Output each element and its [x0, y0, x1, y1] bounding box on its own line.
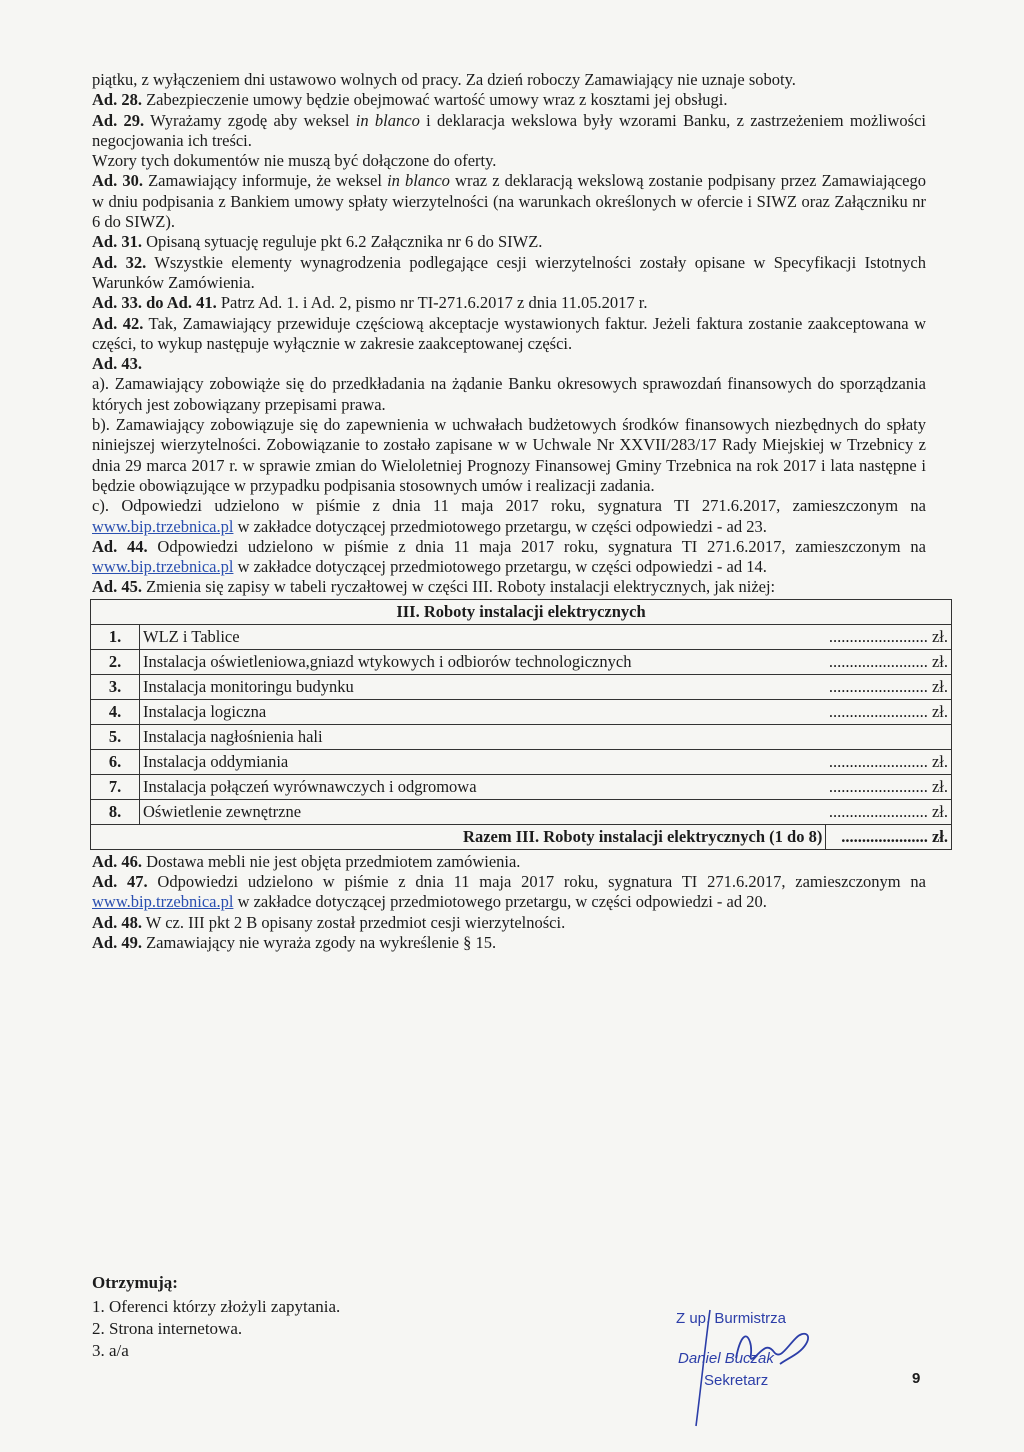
row-price: ........................ zł.: [826, 774, 952, 799]
row-name: Instalacja oświetleniowa,gniazd wtykowych i odbiorów technologicznych: [140, 649, 826, 674]
row-name: Instalacja nagłośnienia hali: [140, 724, 826, 749]
recipient-item: 2. Strona internetowa.: [92, 1319, 243, 1338]
document-body: [92, 70, 948, 953]
paragraph: [92, 913, 926, 933]
recipient-item: 3. a/a: [92, 1341, 129, 1360]
paragraph-text: Wszystkie elementy wynagrodzenia podlegające cesji wierzytelności zostały opisane w Specyfikacji Istotnych Warunków Zamówienia.: [92, 252, 926, 292]
paragraph-label: Ad. 43.: [92, 354, 142, 374]
paragraph: [92, 70, 926, 90]
paragraph-text: Zamawiający nie wyraża zgody na wykreślenie § 15.: [141, 932, 497, 952]
italic-text: in blanco: [355, 110, 420, 130]
paragraph-text: Opisaną sytuację reguluje pkt 6.2 Załącznika nr 6 do SIWZ.: [141, 232, 543, 252]
paragraph-label: Ad. 44.: [92, 536, 148, 556]
paragraph: [92, 496, 926, 537]
total-price: ..................... zł.: [826, 824, 952, 849]
paragraph: [92, 415, 926, 496]
paragraph: [92, 171, 926, 232]
paragraph-text: Wzory tych dokumentów nie muszą być dołączone do oferty.: [92, 151, 497, 171]
row-number: 2.: [91, 649, 140, 674]
paragraph-text: Tak, Zamawiający przewiduje częściową akceptacje wystawionych faktur. Jeżeli faktura zostanie zaakceptowana w części, to wykup następuje wyłącznie w zakresie zaakceptowanej części.: [92, 313, 926, 353]
row-price: ........................ zł.: [826, 674, 952, 699]
paragraph: [92, 374, 926, 415]
total-label: Razem III. Roboty instalacji elektrycznych (1 do 8): [91, 824, 826, 849]
paragraph-label: Ad. 32.: [92, 252, 147, 272]
paragraph: [92, 151, 926, 171]
paragraph-text: c). Odpowiedzi udzielono w piśmie z dnia 11 maja 2017 roku, sygnatura TI 271.6.2017, zamieszczonym na: [92, 496, 926, 516]
paragraph-text: Patrz Ad. 1. i Ad. 2, pismo nr TI-271.6.2017 z dnia 11.05.2017 r.: [216, 293, 648, 313]
paragraph-text: Wyrażamy zgodę aby weksel: [144, 110, 356, 130]
paragraph-label: Ad. 49.: [92, 932, 142, 952]
paragraphs-after-table: [92, 852, 926, 953]
row-number: 7.: [91, 774, 140, 799]
paragraph-text: Odpowiedzi udzielono w piśmie z dnia 11 maja 2017 roku, sygnatura TI 271.6.2017, zamieszczonym na: [147, 536, 926, 556]
paragraph: [92, 314, 926, 355]
paragraph-text: a). Zamawiający zobowiąże się do przedkładania na żądanie Banku okresowych sprawozdań finansowych do sporządzania których jest zobowiązany przepisami prawa.: [92, 374, 926, 414]
paragraph: [92, 90, 926, 110]
paragraph-label: Ad. 28.: [92, 90, 142, 110]
paragraph: [92, 852, 926, 872]
recipients-header: Otrzymują:: [92, 1273, 178, 1292]
paragraph: [92, 933, 926, 953]
row-name: Instalacja logiczna: [140, 699, 826, 724]
paragraph-label: Ad. 33. do Ad. 41.: [92, 293, 217, 313]
table-row: [91, 649, 952, 674]
stamp-line-1: Z up. Burmistrza: [676, 1310, 787, 1327]
paragraph-text: b). Zamawiający zobowiązuje się do zapewnienia w uchwałach budżetowych środków finansowych niezbędnych do spłaty niniejszej wierzytelności. Zobowiązanie to zostało zapisane w w Uchwale Nr XXVII/283/17 Rady Miejskiej w Trzebnicy z dnia 29 marca 2017 r. w sprawie zmian do Wieloletniej Prognozy Finansowej Gminy Trzebnica na rok 2017 i lata następne i będzie obowiązujące w przypadku podpisania stosownych umów i realizacji zadania.: [92, 415, 926, 495]
paragraph-label: Ad. 48.: [92, 912, 142, 932]
paragraph-label: Ad. 42.: [92, 313, 144, 333]
paragraph-text: wraz z deklaracją wekslową zostanie podpisany przez Zamawiającego w dniu podpisania z Bankiem umowy spłaty wierzytelności (na warunkach określonych w ofercie i SIWZ oraz Załączniku nr 6 do SIWZ).: [92, 171, 927, 232]
table-row: [91, 774, 952, 799]
paragraph-text: Dostawa mebli nie jest objęta przedmiotem zamówienia.: [141, 851, 521, 871]
paragraph: [92, 232, 926, 252]
stamp-line-2: Daniel Buczak: [678, 1350, 774, 1367]
row-number: 8.: [91, 799, 140, 824]
row-price: ........................ zł.: [826, 624, 952, 649]
paragraph-label: Ad. 47.: [92, 872, 148, 892]
page-number: 9: [912, 1370, 921, 1387]
row-name: WLZ i Tablice: [140, 624, 826, 649]
paragraph-text: Zamawiający informuje, że weksel: [142, 171, 388, 191]
table-row: [91, 699, 952, 724]
recipient-item: 1. Oferenci którzy złożyli zapytania.: [92, 1297, 341, 1316]
paragraph-text: w zakładce dotyczącej przedmiotowego przetargu, w części odpowiedzi - ad 23.: [233, 516, 767, 536]
paragraph-label: Ad. 30.: [92, 171, 143, 191]
electrical-works-table: [90, 599, 952, 850]
paragraph-text: w zakładce dotyczącej przedmiotowego przetargu, w części odpowiedzi - ad 14.: [233, 557, 767, 577]
stamp-line-3: Sekretarz: [704, 1372, 769, 1389]
paragraph-text: W cz. III pkt 2 B opisany został przedmiot cesji wierzytelności.: [141, 912, 566, 932]
table-row: [91, 624, 952, 649]
table-total-row: [91, 824, 952, 849]
paragraphs-before-table: [92, 70, 926, 598]
row-price: [826, 724, 952, 749]
row-name: Oświetlenie zewnętrzne: [140, 799, 826, 824]
paragraph: [92, 354, 926, 374]
table-row: [91, 724, 952, 749]
paragraph-label: Ad. 46.: [92, 851, 142, 871]
bip-link[interactable]: www.bip.trzebnica.pl: [92, 516, 234, 536]
recipients-block: [92, 1272, 340, 1362]
row-name: Instalacja monitoringu budynku: [140, 674, 826, 699]
handwritten-signature-icon: [676, 1308, 826, 1428]
row-number: 3.: [91, 674, 140, 699]
row-number: 6.: [91, 749, 140, 774]
paragraph-text: w zakładce dotyczącej przedmiotowego przetargu, w części odpowiedzi - ad 20.: [233, 892, 767, 912]
paragraph-text: Odpowiedzi udzielono w piśmie z dnia 11 maja 2017 roku, sygnatura TI 271.6.2017, zamieszczonym na: [147, 872, 926, 892]
row-price: ........................ zł.: [826, 799, 952, 824]
paragraph-label: Ad. 31.: [92, 232, 142, 252]
table-row: [91, 674, 952, 699]
bip-link[interactable]: www.bip.trzebnica.pl: [92, 892, 234, 912]
row-price: ........................ zł.: [826, 649, 952, 674]
row-number: 4.: [91, 699, 140, 724]
italic-text: in blanco: [387, 171, 450, 191]
signature-stamp: [676, 1308, 826, 1428]
paragraph: [92, 293, 926, 313]
paragraph-text: Zmienia się zapisy w tabeli ryczałtowej w części III. Roboty instalacji elektrycznych, jak niżej:: [141, 577, 776, 597]
paragraph: [92, 872, 926, 913]
paragraph: [92, 111, 926, 152]
row-name: Instalacja połączeń wyrównawczych i odgromowa: [140, 774, 826, 799]
row-number: 5.: [91, 724, 140, 749]
row-price: ........................ zł.: [826, 749, 952, 774]
paragraph-text: i deklaracja wekslowa były wzorami Banku, z zastrzeżeniem możliwości negocjowania ich treści.: [92, 110, 926, 150]
row-name: Instalacja oddymiania: [140, 749, 826, 774]
paragraph-text: Zabezpieczenie umowy będzie obejmować wartość umowy wraz z kosztami jej obsługi.: [141, 90, 728, 110]
paragraph-label: Ad. 29.: [92, 110, 145, 130]
paragraph-label: Ad. 45.: [92, 577, 142, 597]
bip-link[interactable]: www.bip.trzebnica.pl: [92, 557, 234, 577]
paragraph-text: piątku, z wyłączeniem dni ustawowo wolnych od pracy. Za dzień roboczy Zamawiający nie uznaje soboty.: [92, 70, 796, 89]
table-row: [91, 749, 952, 774]
paragraph: [92, 253, 926, 294]
table-header: III. Roboty instalacji elektrycznych: [91, 599, 952, 624]
paragraph: [92, 577, 926, 597]
row-price: ........................ zł.: [826, 699, 952, 724]
row-number: 1.: [91, 624, 140, 649]
paragraph: [92, 537, 926, 578]
table-row: [91, 799, 952, 824]
table-header-row: [91, 599, 952, 624]
